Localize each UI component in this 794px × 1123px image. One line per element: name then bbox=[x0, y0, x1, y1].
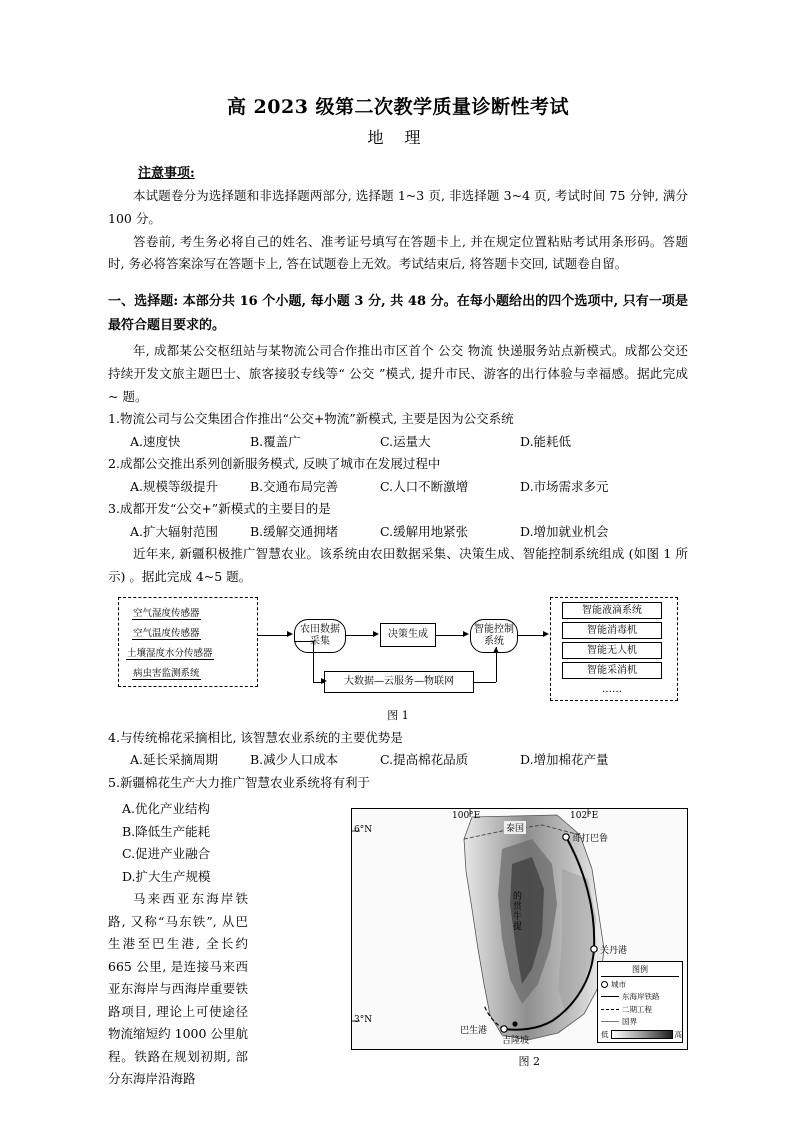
question-3-text: 成都开发“公交+”新模式的主要目的是 bbox=[119, 501, 331, 517]
question-3-option-b[interactable]: B.缓解交通拥堵 bbox=[250, 523, 339, 539]
page-content bbox=[108, 92, 688, 1091]
question-4-number: 4. bbox=[108, 729, 120, 745]
map-legend-row-border bbox=[601, 1016, 679, 1027]
map-legend-row-railway bbox=[601, 991, 679, 1002]
question-1-options bbox=[108, 431, 688, 454]
question-4-option-a[interactable]: A.延长采摘周期 bbox=[130, 752, 219, 768]
figure-1-device-1: 智能液滴系统 bbox=[562, 602, 662, 619]
figure-1-sensor-2: 空气温度传感器 bbox=[132, 625, 201, 640]
question-2-option-b[interactable]: B.交通布局完善 bbox=[250, 478, 339, 494]
question-2-option-c[interactable]: C.人口不断激增 bbox=[380, 478, 469, 494]
question-5 bbox=[108, 772, 688, 795]
subject-title: 地 理 bbox=[367, 128, 429, 147]
figure-2-caption: 图 2 bbox=[518, 1055, 540, 1069]
question-2 bbox=[108, 453, 688, 476]
figure-1-device-5: …… bbox=[602, 683, 622, 695]
question-3-number: 3. bbox=[108, 501, 120, 517]
city-dot-icon bbox=[601, 981, 608, 988]
figure-1-arrowhead-6 bbox=[493, 647, 499, 653]
question-5-option-a[interactable]: A.优化产业结构 bbox=[122, 801, 211, 817]
city-kuantan bbox=[591, 946, 597, 952]
question-5-option-c[interactable]: C.促进产业融合 bbox=[122, 846, 211, 862]
figure-1-connector-7 bbox=[294, 641, 313, 642]
question-1-text: 物流公司与公交集团合作推出“公交+物流”新模式, 主要是因为公交系统 bbox=[119, 411, 514, 427]
question-3-options bbox=[108, 521, 688, 544]
map-legend-ramp-low: 低 bbox=[601, 1030, 609, 1040]
question-1-option-c[interactable]: C.运量大 bbox=[380, 433, 431, 449]
map-label-lon-left: 100°E bbox=[452, 811, 481, 822]
question-2-number: 2. bbox=[108, 456, 120, 472]
question-4-option-c[interactable]: C.提高棉花品质 bbox=[380, 752, 469, 768]
question-2-text: 成都公交推出系列创新服务模式, 反映了城市在发展过程中 bbox=[119, 456, 441, 472]
question-1 bbox=[108, 408, 688, 431]
passage-3: 马来西亚东海岸铁路, 又称“马东铁”, 从巴生港至巴生港, 全长约 665 公里, 是连接马来西亚东海岸与西海岸重要铁路项目, 理论上可使途径物流缩短约 1000 公里航程。铁路在规划初期, 部分东海岸沿海路 bbox=[108, 891, 248, 1087]
notice-heading: 注意事项: bbox=[138, 166, 195, 181]
question-4-option-d[interactable]: D.增加棉花产量 bbox=[520, 752, 609, 768]
map-label-lat-bottom: 3°N bbox=[354, 1015, 373, 1026]
question-5-text: 新疆棉花生产大力推广智慧农业系统将有利于 bbox=[119, 774, 370, 790]
map-legend-label-city: 城市 bbox=[611, 979, 626, 989]
map-legend-label-border: 国界 bbox=[622, 1017, 637, 1027]
notice-paragraph-2: 答卷前, 考生务必将自己的姓名、准考证号填写在答题卡上, 并在规定位置粘贴考试用条形码。答题时, 务必将答案涂写在答题卡上, 答在试题卷上无效。考试结束后, 将答题卡交回, 试题卷自留。 bbox=[108, 233, 688, 272]
figure-1-node-decision: 决策生成 bbox=[380, 623, 436, 647]
map-label-city-port-klang: 巴生港 bbox=[460, 1026, 488, 1037]
map-label-lat-top: 6°N bbox=[354, 825, 373, 836]
map-legend-label-railway: 东海岸铁路 bbox=[622, 992, 660, 1002]
figure-1-arrowhead-1 bbox=[287, 631, 293, 637]
figure-1-sensor-4: 病虫害监测系统 bbox=[132, 665, 201, 680]
question-4 bbox=[108, 727, 688, 750]
dashed-line-icon bbox=[601, 1009, 619, 1010]
map-label-city-kuala-lumpur: 吉隆坡 bbox=[502, 1036, 530, 1047]
question-5-option-b[interactable]: B.降低生产能耗 bbox=[122, 823, 211, 839]
figure-1-node-collect: 农田数据采集 bbox=[294, 619, 346, 653]
question-1-option-b[interactable]: B.覆盖广 bbox=[250, 433, 301, 449]
figure-1-node-bigdata: 大数据—云服务—物联网 bbox=[324, 671, 474, 693]
question-4-options bbox=[108, 749, 688, 772]
passage-2: 近年来, 新疆积极推广智慧农业。该系统由农田数据采集、决策生成、智能控制系统组成 (如图 1 所示) 。据此完成 4~5 题。 bbox=[108, 546, 688, 585]
elevation-ramp-icon bbox=[611, 1030, 673, 1039]
figure-1-connector-1 bbox=[258, 635, 288, 636]
question-2-option-a[interactable]: A.规模等级提升 bbox=[130, 478, 219, 494]
figure-1-arrowhead-5 bbox=[321, 678, 327, 684]
map-legend-elevation-ramp bbox=[601, 1029, 682, 1040]
map-label-country: 泰国 bbox=[504, 821, 526, 834]
question-3 bbox=[108, 498, 688, 521]
figure-1-sensor-1: 空气湿度传感器 bbox=[132, 605, 201, 620]
figure-1-arrowhead-4 bbox=[543, 631, 549, 637]
figure-1-connector-8 bbox=[474, 682, 496, 683]
map-label-mountain-range: 的贯牛提 bbox=[511, 891, 521, 932]
city-port-klang bbox=[501, 1026, 507, 1032]
question-2-options bbox=[108, 476, 688, 499]
figure-1-connector-5 bbox=[313, 641, 314, 682]
section-heading-multiple-choice: 一、选择题: 本部分共 16 个小题, 每小题 3 分, 共 48 分。在每小题给出的四个选项中, 只有一项是最符合题目要求的。 bbox=[108, 294, 688, 334]
map-label-city-kota-bharu: 哥打巴鲁 bbox=[572, 834, 609, 845]
figure-1-device-2: 智能消毒机 bbox=[562, 622, 662, 639]
question-5-option-d[interactable]: D.扩大生产规模 bbox=[122, 868, 211, 884]
figure-1-sensor-3: 土壤湿度水分传感器 bbox=[126, 645, 214, 660]
figure-1-arrowhead-2 bbox=[373, 631, 379, 637]
figure-1-caption: 图 1 bbox=[387, 708, 409, 722]
map-label-lon-right: 102°E bbox=[570, 811, 599, 822]
passage-1: 年, 成都某公交枢纽站与某物流公司合作推出市区首个 公交 物流 快递服务站点新模式。成都公交还持续开发文旅主题巴士、旅客接驳专线等“ 公交 ”模式, 提升市民、游客的出行体验与幸福感。据此完成 ~ 题。 bbox=[108, 343, 688, 404]
figure-1-device-4: 智能采消机 bbox=[562, 662, 662, 679]
map-legend-ramp-high: 高 bbox=[674, 1030, 682, 1040]
figure-1-arrowhead-3 bbox=[463, 631, 469, 637]
figure-2-map bbox=[351, 808, 688, 1050]
question-1-number: 1. bbox=[108, 411, 120, 427]
question-4-text: 与传统棉花采摘相比, 该智慧农业系统的主要优势是 bbox=[119, 729, 403, 745]
map-legend bbox=[597, 961, 683, 1044]
map-label-city-kuantan: 关丹港 bbox=[600, 946, 628, 957]
bottom-block bbox=[108, 798, 688, 1091]
page-title: 高 2023 级第二次教学质量诊断性考试 bbox=[226, 96, 570, 118]
figure-1-device-3: 智能无人机 bbox=[562, 642, 662, 659]
map-legend-title: 图例 bbox=[601, 964, 679, 977]
map-legend-row-phase2 bbox=[601, 1004, 679, 1015]
city-kuala-lumpur bbox=[512, 1022, 517, 1027]
question-3-option-a[interactable]: A.扩大辐射范围 bbox=[130, 523, 219, 539]
notice-paragraph-1: 本试题卷分为选择题和非选择题两部分, 选择题 1~3 页, 非选择题 3~4 页, 考试时间 75 分钟, 满分 100 分。 bbox=[108, 188, 688, 226]
question-5-number: 5. bbox=[108, 774, 120, 790]
question-3-option-d[interactable]: D.增加就业机会 bbox=[520, 523, 609, 539]
question-4-option-b[interactable]: B.减少人口成本 bbox=[250, 752, 339, 768]
question-1-option-d[interactable]: D.能耗低 bbox=[520, 433, 572, 449]
question-1-option-a[interactable]: A.速度快 bbox=[130, 433, 181, 449]
figure-1-connector-3 bbox=[436, 635, 464, 636]
figure-1-connector-2 bbox=[346, 635, 374, 636]
question-3-option-c[interactable]: C.缓解用地紧张 bbox=[380, 523, 469, 539]
question-2-option-d[interactable]: D.市场需求多元 bbox=[520, 478, 609, 494]
map-legend-row-city bbox=[601, 979, 679, 990]
left-column bbox=[108, 798, 248, 1091]
figure-1-node-control: 智能控制系统 bbox=[470, 619, 518, 653]
figure-1-connector-4 bbox=[518, 635, 544, 636]
city-kota-bharu bbox=[563, 834, 569, 840]
railway-line-icon bbox=[601, 996, 619, 997]
map-legend-label-phase2: 二期工程 bbox=[622, 1004, 652, 1014]
figure-1-diagram bbox=[118, 597, 678, 705]
figure-1 bbox=[108, 597, 688, 727]
border-line-icon bbox=[601, 1021, 619, 1022]
